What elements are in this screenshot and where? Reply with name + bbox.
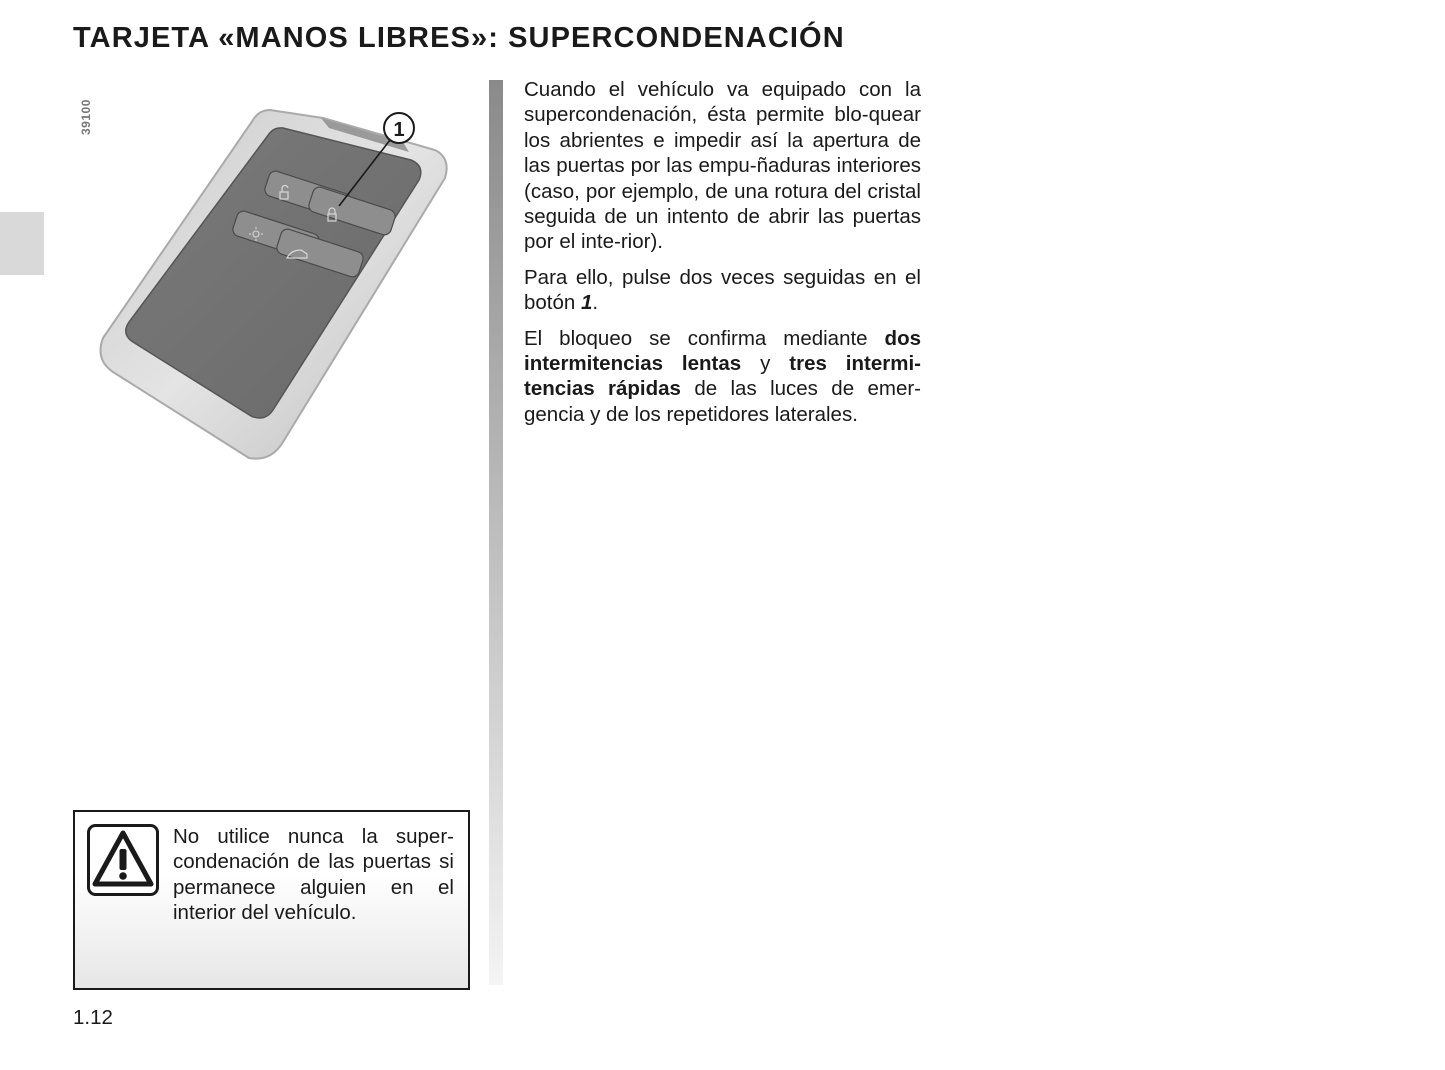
key-card-illustration <box>73 80 469 475</box>
warning-triangle-icon <box>87 824 159 896</box>
page-title: TARJETA «MANOS LIBRES»: SUPERCONDENACIÓN <box>73 22 845 54</box>
warning-text: No utilice nunca la super-condenación de las puertas si permanece alguien en el interior del vehículo. <box>173 825 454 925</box>
paragraph-3: El bloqueo se confirma mediante dos intermitencias lentas y tres intermi-tencias rápidas de las luces de emer-gencia y de los repetidores laterales. <box>524 326 922 426</box>
key-card-drawing <box>73 80 469 475</box>
body-text <box>524 77 921 437</box>
column-divider <box>489 80 503 985</box>
bold-fast-flashes: tres intermi-tencias rápidas <box>524 352 921 401</box>
callout-label: 1 <box>393 119 405 141</box>
paragraph-2: Para ello, pulse dos veces seguidas en el botón 1. <box>524 265 921 315</box>
bold-slow-flashes: dos intermitencias lentas <box>524 326 921 376</box>
paragraph-1: Cuando el vehículo va equipado con la supercondenación, ésta permite blo-quear los abrientes e impedir así la apertura de las puertas por las empu-ñaduras interiores (caso, por ejemplo, de una rotura del cristal seguida de un intento de abrir las puertas por el inte-rior). <box>524 78 921 254</box>
section-tab <box>0 212 44 275</box>
button-reference: 1 <box>581 291 593 315</box>
page-number: 1.12 <box>73 1006 113 1029</box>
warning-box <box>73 810 470 990</box>
figure-id: 39100 <box>79 99 93 135</box>
